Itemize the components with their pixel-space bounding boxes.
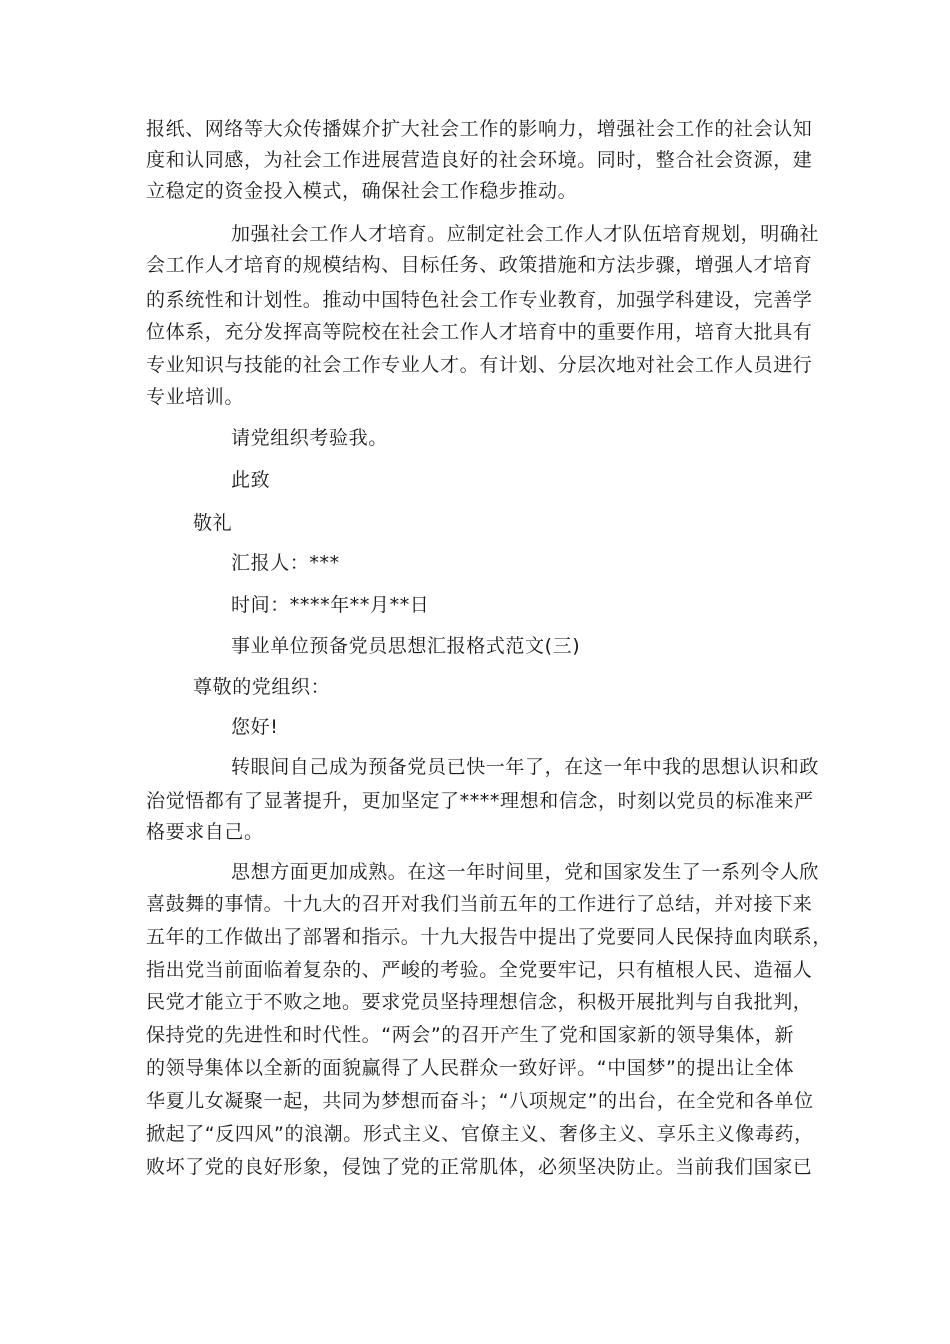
closing-request: 请党组织考验我。 bbox=[231, 427, 388, 449]
salutation-cizhi: 此致 bbox=[231, 469, 271, 491]
text-line: 的领导集体以全新的面貌赢得了人民群众一致好评。“中国梦”的提出让全体 bbox=[146, 1057, 795, 1079]
text-line: 的系统性和计划性。推动中国特色社会工作专业教育，加强学科建设，完善学 bbox=[146, 289, 813, 311]
paragraph-first-line: 加强社会工作人才培育。应制定社会工作人才队伍培育规划，明确社 bbox=[231, 223, 820, 245]
salutation-jingli: 敬礼 bbox=[193, 512, 233, 534]
text-line: 度和认同感，为社会工作进展营造良好的社会环境。同时，整合社会资源，建 bbox=[146, 149, 813, 171]
text-line: 五年的工作做出了部署和指示。十九大报告中提出了党要同人民保持血肉联系， bbox=[146, 926, 833, 948]
section-title: 事业单位预备党员思想汇报格式范文(三) bbox=[231, 635, 581, 657]
text-line: 民党才能立于不败之地。要求党员坚持理想信念，积极开展批判与自我批判， bbox=[146, 991, 813, 1013]
date-line: 时间：****年**月**日 bbox=[231, 594, 430, 616]
text-line: 格要求自己。 bbox=[146, 821, 264, 843]
text-line: 指出党当前面临着复杂的、严峻的考验。全党要牢记，只有植根人民、造福人 bbox=[146, 959, 813, 981]
text-line: 专业培训。 bbox=[146, 386, 245, 408]
text-line: 立稳定的资金投入模式，确保社会工作稳步推动。 bbox=[146, 180, 578, 202]
text-line: 治觉悟都有了显著提升，更加坚定了****理想和信念，时刻以党员的标准来严 bbox=[146, 790, 814, 812]
text-line: 位体系，充分发挥高等院校在社会工作人才培育中的重要作用，培育大批具有 bbox=[146, 321, 813, 343]
paragraph-first-line: 转眼间自己成为预备党员已快一年了，在这一年中我的思想认识和政 bbox=[231, 756, 820, 778]
text-line: 掀起了“反四风”的浪潮。形式主义、官僚主义、奢侈主义、享乐主义像毒药， bbox=[146, 1123, 814, 1145]
text-line: 专业知识与技能的社会工作专业人才。有计划、分层次地对社会工作人员进行 bbox=[146, 354, 813, 376]
text-line: 喜鼓舞的事情。十九大的召开对我们当前五年的工作进行了总结，并对接下来 bbox=[146, 893, 813, 915]
text-line: 败坏了党的良好形象，侵蚀了党的正常肌体，必须坚决防止。当前我们国家已 bbox=[146, 1156, 813, 1178]
text-line: 报纸、网络等大众传播媒介扩大社会工作的影响力，增强社会工作的社会认知 bbox=[146, 118, 813, 140]
text-line: 保持党的先进性和时代性。“两会”的召开产生了党和国家新的领导集体，新 bbox=[146, 1024, 795, 1046]
greeting-addressee: 尊敬的党组织： bbox=[193, 676, 331, 698]
paragraph-first-line: 思想方面更加成熟。在这一年时间里，党和国家发生了一系列令人欣 bbox=[231, 861, 820, 883]
text-line: 华夏儿女凝聚一起，共同为梦想而奋斗；“八项规定”的出台，在全党和各单位 bbox=[146, 1090, 814, 1112]
greeting-hello: 您好! bbox=[231, 716, 279, 738]
reporter-line: 汇报人：*** bbox=[231, 552, 340, 574]
text-line: 会工作人才培育的规模结构、目标任务、政策措施和方法步骤，增强人才培育 bbox=[146, 254, 813, 276]
